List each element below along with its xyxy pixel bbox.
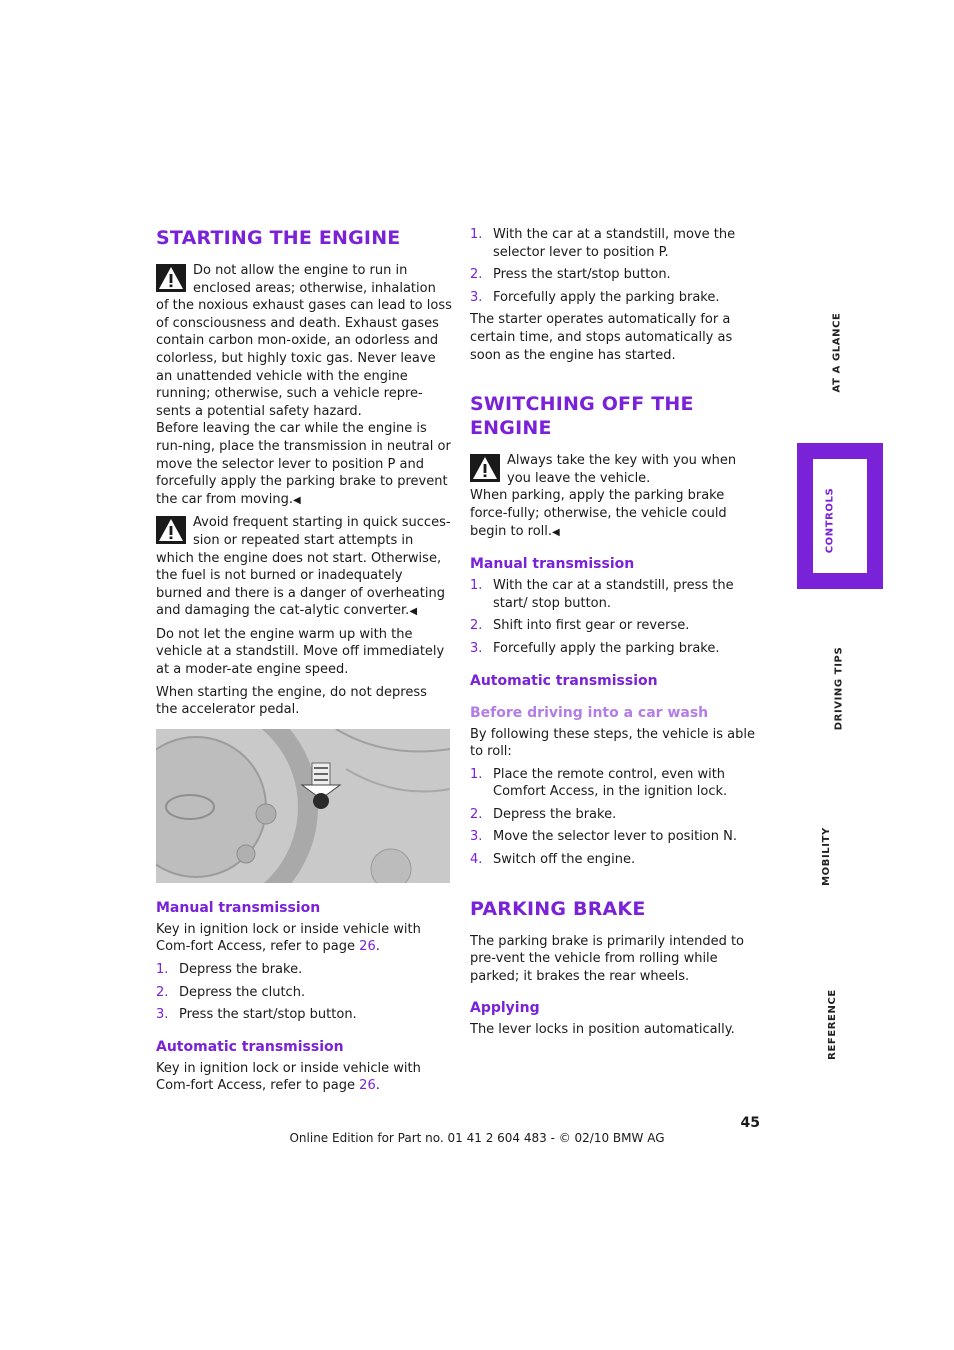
left-column [156,226,452,1100]
tab-controls[interactable]: CONTROLS [824,487,836,554]
list-item: 3. Press the start/stop button. [156,1007,357,1023]
page-number: 45 [740,1115,760,1131]
section-title-parking-brake: PARKING BRAKE [470,897,646,920]
subheading-manual-transmission: Manual transmission [156,899,321,916]
end-mark-icon: ◀ [409,606,418,618]
list-item: 1. With the car at a standstill, move the selector lever to position P. [470,227,736,260]
steering-wheel-illustration [156,729,450,883]
warning-note-frequent-starting: Avoid frequent starting in quick succes-sion or repeated start attempts in which the engine does not start. Otherwise, the fuel is not burned or inadequately burned and there is a danger of overheating and damaging the cat-alytic converter.◀ [156,515,451,619]
chapter-tabs [797,0,883,1350]
tab-driving-tips[interactable]: DRIVING TIPS [833,646,845,731]
warning-note-take-key: Always take the key with you when you leave the vehicle. When parking, apply the parking brake force-fully; otherwise, the vehicle could begin to roll.◀ [470,453,737,539]
page-link-26[interactable]: 26 [359,1078,376,1094]
list-item: 4. Switch off the engine. [470,852,636,868]
carwash-intro: By following these steps, the vehicle is able to roll: [470,726,755,760]
page-link-26[interactable]: 26 [359,939,376,955]
subheading-applying: Applying [470,1000,540,1017]
section-title-starting-engine: STARTING THE ENGINE [156,227,401,249]
subheading-automatic-transmission: Automatic transmission [470,672,658,689]
list-item: 2. Depress the clutch. [156,984,306,1000]
section-title-switching-off: SWITCHING OFF THE ENGINE [470,393,694,440]
list-item: 3. Forcefully apply the parking brake. [470,640,720,656]
carwash-steps-list [470,766,762,869]
list-item: 3. Move the selector lever to position N. [470,829,737,845]
tab-at-a-glance[interactable]: AT A GLANCE [831,312,843,393]
warning-triangle-icon [156,516,186,544]
subheading-automatic-transmission: Automatic transmission [156,1038,344,1055]
list-item: 1. Depress the brake. [156,962,303,978]
manual-steps-list [156,961,452,1024]
steering-wheel-drawing [156,729,450,883]
warning-triangle-icon [156,264,186,292]
automatic-intro: Key in ignition lock or inside vehicle with Com-fort Access, refer to page 26. [156,1060,421,1094]
parking-paragraph: The parking brake is primarily intended to pre-vent the vehicle from rolling while parked; it brakes the rear wheels. [470,933,745,984]
right-column [470,226,762,1044]
automatic-start-steps-list [470,226,762,306]
subheading-manual-transmission: Manual transmission [470,556,635,573]
end-mark-icon: ◀ [552,526,560,538]
list-item: 2. Depress the brake. [470,806,617,822]
manual-off-steps-list [470,577,762,657]
end-mark-icon: ◀ [293,494,301,506]
list-item: 1. Place the remote control, even with Comfort Access, in the ignition lock. [470,766,728,800]
tab-mobility[interactable]: MOBILITY [820,827,832,886]
warning-note-enclosed-areas: Do not allow the engine to run in enclosed areas; otherwise, inhalation of the noxious exhaust gases can lead to loss of consciousness and death. Exhaust gases contain carbon mon-oxide, an odorless and colorless, but highly toxic gas. Never leave an unattended vehicle with the engine running; otherwise, such a vehicle repre-sents a potential safety hazard. Before leaving the car while the engine is run-ning, place the transmission in neutral or move the selector lever to position P and forcefully apply the parking brake to prevent the car from moving.◀ [156,263,452,507]
warning-triangle-icon [470,454,500,482]
list-item: 2. Press the start/stop button. [470,267,671,283]
tab-reference[interactable]: REFERENCE [826,989,838,1060]
starter-paragraph: The starter operates automatically for a certain time, and stops automatically as soon as the engine has started. [470,312,733,363]
list-item: 2. Shift into first gear or reverse. [470,618,690,634]
applying-paragraph: The lever locks in position automatically. [470,1022,735,1038]
list-item: 3. Forcefully apply the parking brake. [470,289,720,305]
paragraph-warm-up: Do not let the engine warm up with the vehicle at a standstill. Move off immediately at a moder-ate engine speed. [156,626,445,678]
list-item: 1. With the car at a standstill, press the start/ stop button. [470,578,734,611]
paragraph-accelerator: When starting the engine, do not depress the accelerator pedal. [156,684,427,718]
footer-edition-note: Online Edition for Part no. 01 41 2 604 483 - © 02/10 BMW AG [289,1131,665,1145]
subheading-car-wash: Before driving into a car wash [470,704,709,721]
manual-intro: Key in ignition lock or inside vehicle with Com-fort Access, refer to page 26. [156,921,421,955]
